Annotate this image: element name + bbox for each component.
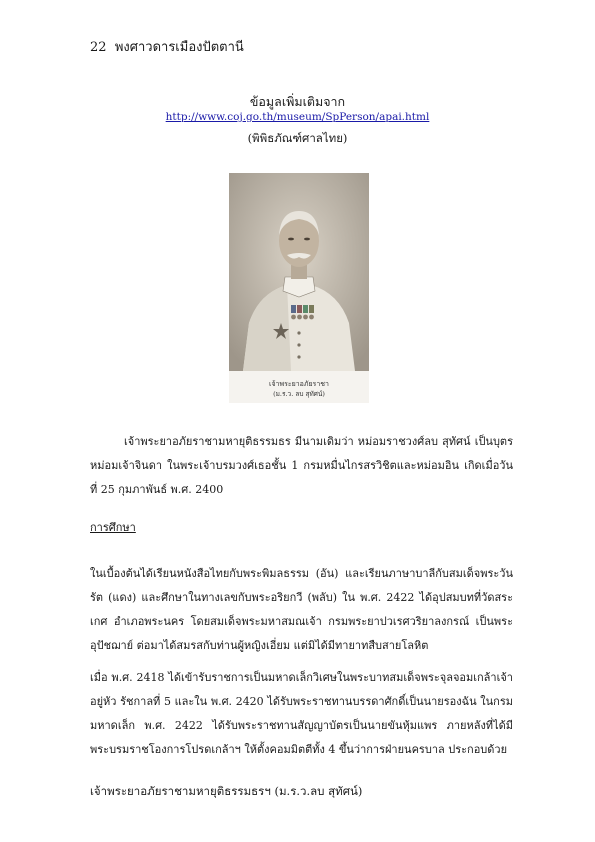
photo-caption-name: เจ้าพระยาอภัยราชา: [269, 380, 329, 388]
footer-note: เจ้าพระยาอภัยราชามหายุติธรรมธรฯ (ม.ร.ว.ลบ สุทัศน์): [90, 784, 363, 798]
source-link-wrap: [0, 111, 595, 123]
biography-paragraph: เจ้าพระยาอภัยราชามหายุติธรรมธร มีนามเดิมว่า หม่อมราชวงศ์ลบ สุทัศน์ เป็นบุตรหม่อมเจ้าจินดา ในพระเจ้าบรมวงศ์เธอชั้น 1 กรมหมื่นไกรสรวิชิตและหม่อมอิน เกิดเมื่อวันที่ 25 กุมภาพันธ์ พ.ศ. 2400: [90, 435, 513, 496]
source-link[interactable]: http://www.coj.go.th/museum/SpPerson/apai.html: [165, 111, 430, 123]
page-number: 22: [90, 40, 107, 55]
portrait-figure: [229, 173, 369, 403]
career-paragraph: เมื่อ พ.ศ. 2418 ได้เข้ารับราชการเป็นมหาดเล็กวิเศษในพระบาทสมเด็จพระจุลจอมเกล้าเจ้าอยู่หัว รัชกาลที่ 5 และใน พ.ศ. 2420 ได้รับพระราชทานบรรดาศักดิ์เป็นนายรองฉัน ในกรมมหาดเล็ก พ.ศ. 2422 ได้รับพระราชทานสัญญาบัตรเป็นนายขันหุ้มแพร ภายหลังที่ได้มีพระบรมราชโองการโปรดเกล้าฯ ให้ตั้งคอมมิตตีทั้ง 4 ขึ้นว่าการฝ่ายนครบาล ประกอบด้วย: [90, 671, 513, 756]
running-header: [90, 36, 244, 57]
education-paragraph: ในเบื้องต้นได้เรียนหนังสือไทยกับพระพิมลธรรม (อัน) และเรียนภาษาบาลีกับสมเด็จพระวันรัต (แดง) และศึกษาในทางเลขกับพระอริยกวี (พลับ) ใน พ.ศ. 2422 ได้อุปสมบทที่วัดสระเกศ อำเภอพระนคร โดยสมเด็จพระมหาสมณเจ้า กรมพระยาปวเรศวริยาลงกรณ์ เป็นพระอุปัชฌาย์ ต่อมาได้สมรสกับท่านผู้หญิงเอี่ยม แต่มิได้มีทายาทสืบสายโลหิต: [90, 567, 513, 652]
section-title: ข้อมูลเพิ่มเติมจาก: [249, 94, 346, 109]
education-heading: การศึกษา: [90, 521, 136, 534]
portrait-photo: [229, 173, 369, 371]
running-title: พงศาวดารเมืองปัตตานี: [114, 40, 244, 55]
photo-caption-subname: (ม.ร.ว. ลบ สุทัศน์): [273, 390, 325, 398]
source-subtitle: (พิพิธภัณฑ์ศาลไทย): [247, 131, 348, 145]
